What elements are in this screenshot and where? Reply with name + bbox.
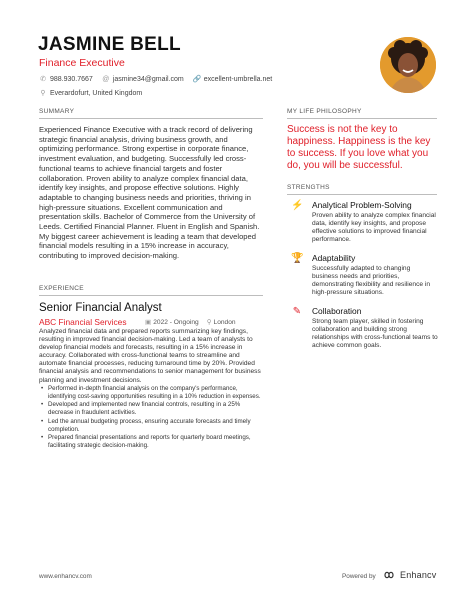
summary-divider bbox=[39, 118, 263, 119]
location-pin-icon: ⚲ bbox=[40, 90, 46, 97]
experience-divider bbox=[39, 295, 263, 296]
strength-desc: Successfully adapted to changing business needs and priorities, demonstrating flexibility and resilience in high-pressure situations. bbox=[312, 265, 431, 296]
job-location-item bbox=[207, 318, 236, 326]
strengths-divider bbox=[287, 194, 437, 195]
avatar-portrait bbox=[380, 37, 436, 93]
job-dates-item bbox=[145, 318, 199, 326]
experience-heading: EXPERIENCE bbox=[39, 285, 84, 292]
job-description: Analyzed financial data and prepared reports summarizing key findings, resulting in improved financial decision-making. Led a team of analysts to develop financial models and forecasts, resulting in a 15% increase in accuracy. Collaborated with cross-functional teams to streamline and automate financial processes, reducing turnaround time by 20%. Provided financial analysis and recommendations to senior management for business planning and investment decisions. bbox=[39, 328, 261, 384]
enhancv-logo-icon bbox=[381, 570, 397, 580]
contact-info bbox=[39, 74, 272, 99]
location-text: Everardofurt, United Kingdom bbox=[50, 90, 143, 97]
email-text: jasmine34@gmail.com bbox=[112, 76, 184, 83]
strength-title: Adaptability bbox=[312, 253, 356, 263]
trophy-icon: 🏆 bbox=[291, 253, 304, 264]
candidate-role: Finance Executive bbox=[39, 57, 125, 69]
phone-text: 988.930.7667 bbox=[50, 76, 93, 83]
philosophy-quote: Success is not the key to happiness. Happiness is the key to success. If you love what you do, you will be successful. bbox=[287, 124, 431, 171]
philosophy-heading: MY LIFE PHILOSOPHY bbox=[287, 108, 362, 115]
powered-by-text: Powered by bbox=[342, 573, 376, 580]
job-location: London bbox=[213, 319, 236, 326]
avatar bbox=[380, 37, 436, 93]
enhancv-logo[interactable] bbox=[381, 570, 436, 580]
footer-url[interactable]: www.enhancv.com bbox=[39, 573, 92, 580]
strength-title: Analytical Problem-Solving bbox=[312, 200, 412, 210]
job-title: Senior Financial Analyst bbox=[39, 302, 162, 314]
summary-heading: SUMMARY bbox=[39, 108, 75, 115]
job-dates: 2022 - Ongoing bbox=[153, 319, 199, 326]
strength-desc: Strong team player, skilled in fostering collaboration and building strong relationships with cross-functional teams to achieve common goals. bbox=[312, 318, 438, 349]
logo-text: Enhancv bbox=[400, 570, 437, 580]
summary-text: Experienced Finance Executive with a track record of delivering strategic financial analysis, driving business growth, and optimizing performance. Strong expertise in corporate finance, investment evaluation, and budgeting. Successfully led cross-functional teams to achieve financial targets and foster collaboration. Proven ability to analyze complex financial data, identify key insights, and propose effective solutions. Highly adaptable to changing business needs and priorities, thriving in high-pressure situations. Excellent communication and presentation skills. Bachelor of Commerce from the University of Leeds. Certified Financial Planner. Fluent in English and Spanish. My biggest career achievement is leading a team that developed financial models resulting in a 15% increase in accuracy, contributing to improved decision-making. bbox=[39, 125, 260, 261]
website-text: excellent-umbrella.net bbox=[203, 76, 273, 83]
job-meta bbox=[145, 318, 236, 326]
phone-contact[interactable] bbox=[39, 76, 93, 83]
location-contact bbox=[39, 90, 142, 97]
list-item: • Led the annual budgeting process, ensuring accurate forecasts and timely completion. bbox=[41, 418, 267, 433]
at-icon: @ bbox=[102, 76, 110, 83]
list-item: • Performed in-depth financial analysis on the company's performance, identifying cost-saving opportunities resulting in a 10% reduction in expenses. bbox=[41, 385, 267, 400]
calendar-icon: ▣ bbox=[145, 319, 152, 326]
philosophy-divider bbox=[287, 118, 437, 119]
strength-desc: Proven ability to analyze complex financial data, identify key insights, and propose effective solutions to improved financial performance. bbox=[312, 212, 436, 243]
list-item: • Developed and implemented new financial controls, resulting in a 25% decrease in fraudulent activities. bbox=[41, 401, 267, 416]
website-contact[interactable] bbox=[193, 76, 272, 83]
strengths-heading: STRENGTHS bbox=[287, 184, 330, 191]
lightning-icon: ⚡ bbox=[291, 200, 304, 211]
link-icon: 🔗 bbox=[192, 76, 202, 83]
list-item: • Prepared financial presentations and reports for quarterly board meetings, facilitating strategic decision-making. bbox=[41, 434, 267, 449]
job-bullets bbox=[41, 385, 267, 451]
candidate-name: JASMINE BELL bbox=[38, 34, 181, 55]
pen-icon: ✎ bbox=[292, 306, 302, 317]
location-pin-icon: ⚲ bbox=[206, 319, 212, 326]
strength-title: Collaboration bbox=[312, 306, 362, 316]
email-contact[interactable] bbox=[102, 76, 184, 83]
company-name: ABC Financial Services bbox=[39, 317, 127, 327]
phone-icon: ✆ bbox=[40, 76, 46, 83]
